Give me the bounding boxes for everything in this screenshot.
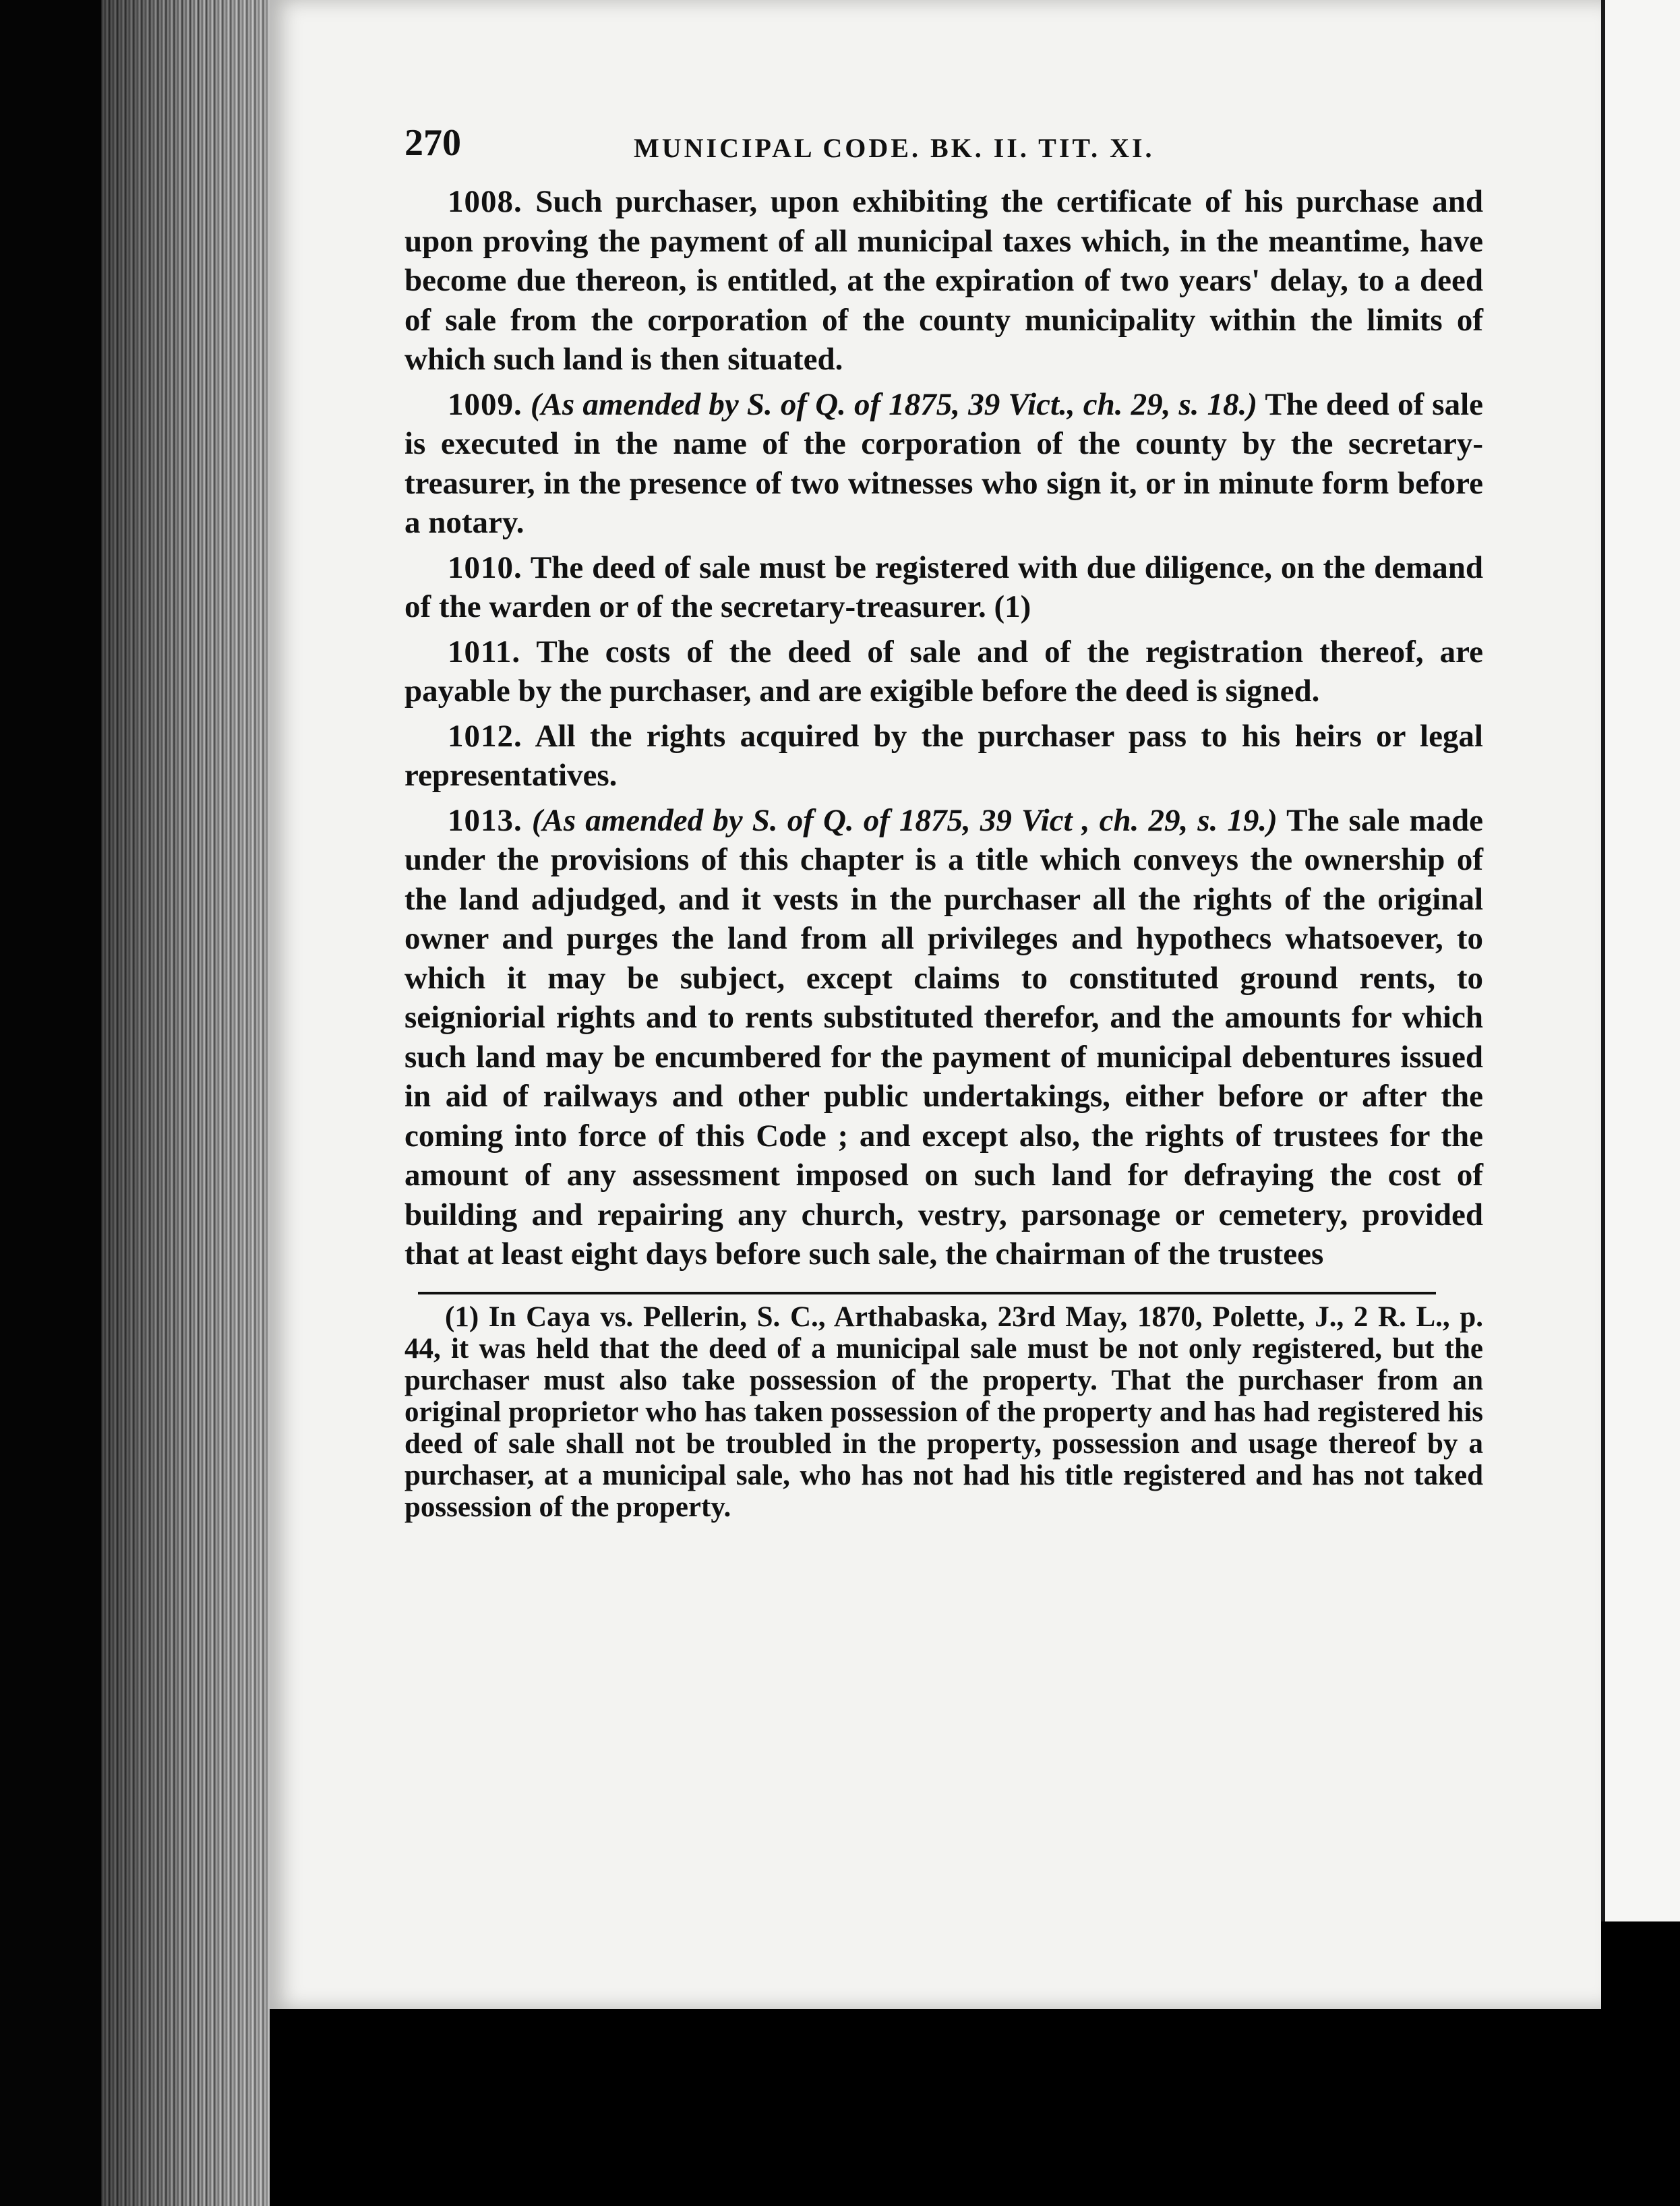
amendment-note: (As amended by S. of Q. of 1875, 39 Vict., ch. 29, s. 18.) xyxy=(530,386,1258,422)
footnote-text: In Caya vs. Pellerin, S. C., Arthabaska, 23rd May, 1870, Polette, J., 2 R. L., p. 44, it was held that the deed of a municipal sale must be not only registered, but the purchaser must also take possession of the property. That the purchaser from an original proprietor who has taken possession of the property and has had registered his deed of sale shall not be troubled in the property, possession and usage thereof by a purchaser, at a municipal sale, who has not had his title registered and has not taked possession of the property. xyxy=(404,1301,1483,1523)
article-1011 xyxy=(404,632,1483,711)
footnote-divider xyxy=(418,1292,1436,1294)
article-text: The deed of sale is executed in the name of the corporation of the county by the secretary-treasurer, in the presence of two witnesses who sign it, or in minute form before a notary. xyxy=(404,386,1483,540)
amendment-note: (As amended by S. of Q. of 1875, 39 Vict , ch. 29, s. 19.) xyxy=(531,802,1278,838)
page-content xyxy=(404,121,1483,1552)
scan-margin-bottom xyxy=(270,2009,1604,2206)
running-head-title: MUNICIPAL CODE. BK. II. TIT. XI. xyxy=(634,133,1155,163)
article-text: The sale made under the provisions of this chapter is a title which conveys the ownership of the land adjudged, and it vests in the purchaser all the rights of the original owner and purges the land from all privileges and hypothecs whatsoever, to which it may be subject, except claims to constituted ground rents, to seigniorial rights and to rents substituted therefor, and the amounts for which such land may be encumbered for the payment of municipal debentures issued in aid of railways and other public undertakings, either before or after the coming into force of this Code ; and except also, the rights of trustees for the amount of any assessment imposed on such land for defraying the cost of building and repairing any church, vestry, parsonage or cemetery, provided that at least eight days before such sale, the chairman of the trustees xyxy=(404,802,1483,1272)
article-text: Such purchaser, upon exhibiting the certificate of his purchase and upon proving the payment of all municipal taxes which, in the meantime, have become due thereon, is entitled, at the expiration of two years' delay, to a deed of sale from the corporation of the county municipality within the limits of which such land is then situated. xyxy=(404,184,1483,377)
article-number: 1008. xyxy=(448,184,522,219)
article-1009 xyxy=(404,385,1483,543)
article-number: 1013. xyxy=(448,802,522,838)
article-1012 xyxy=(404,717,1483,796)
article-1008 xyxy=(404,182,1483,380)
running-head xyxy=(404,121,1483,182)
article-text: The costs of the deed of sale and of the registration thereof, are payable by the purchaser, and are exigible before the deed is signed. xyxy=(404,634,1483,709)
article-text: All the rights acquired by the purchaser pass to his heirs or legal representatives. xyxy=(404,718,1483,793)
article-1013 xyxy=(404,801,1483,1274)
article-number: 1011. xyxy=(448,634,521,669)
page-number: 270 xyxy=(404,122,461,164)
article-number: 1010. xyxy=(448,549,522,585)
article-text: The deed of sale must be registered with due diligence, on the demand of the warden or of the secretary-treasurer. (1) xyxy=(404,549,1483,624)
adjacent-page-edge xyxy=(1601,0,1680,1921)
footnote-marker: (1) xyxy=(445,1301,479,1333)
article-1010 xyxy=(404,548,1483,627)
article-number: 1012. xyxy=(448,718,522,754)
footnote xyxy=(404,1301,1483,1523)
scan-margin-right xyxy=(1601,1921,1680,2206)
article-number: 1009. xyxy=(448,386,522,422)
page-edges-shadow xyxy=(101,0,270,2206)
